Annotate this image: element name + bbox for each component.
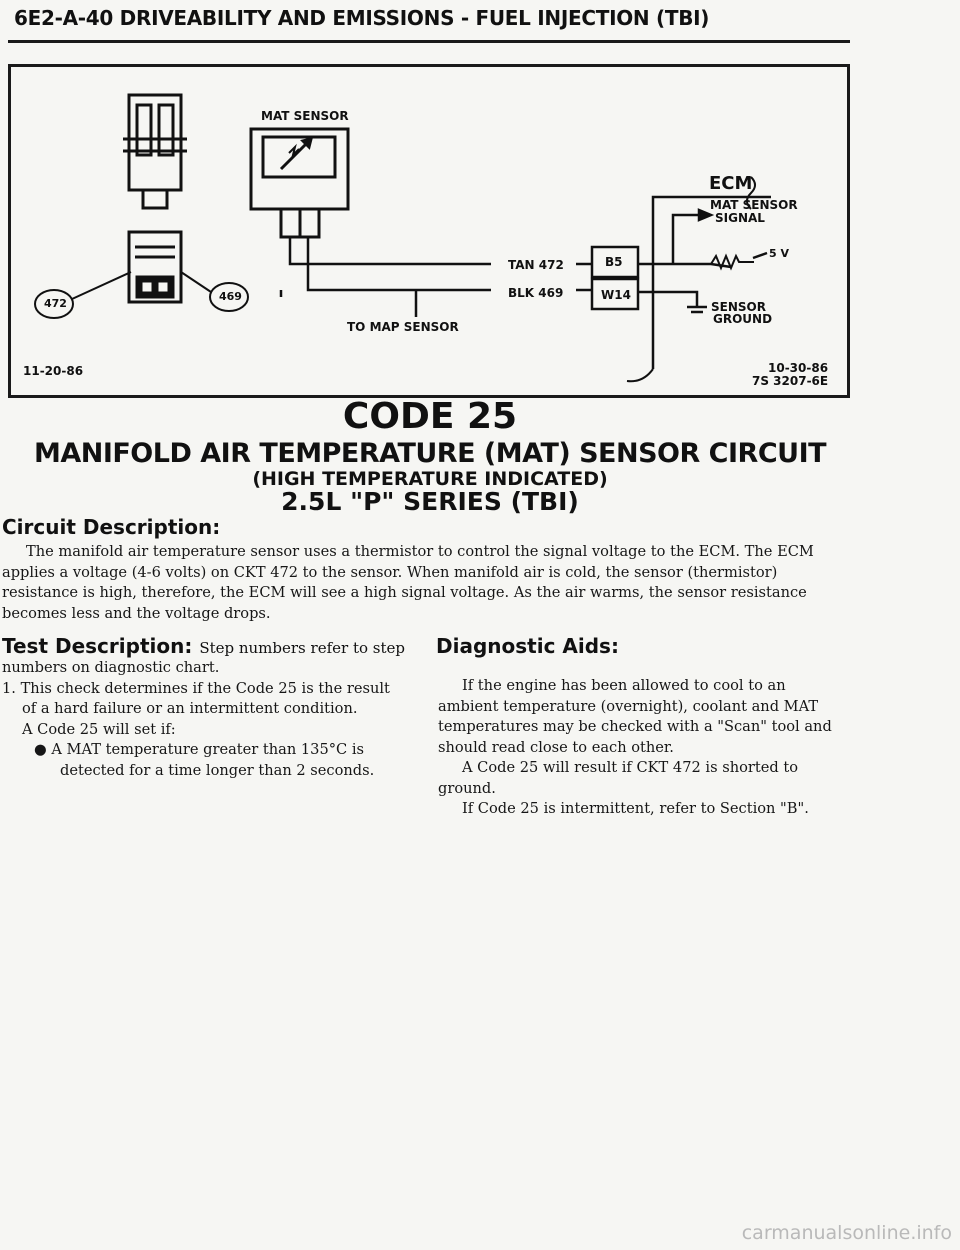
diagnostic-aids-body [438, 676, 850, 820]
test-step-1-text: This check determines if the Code 25 is the result of a hard failure or an intermittent condition. [20, 679, 390, 717]
date-left: 11-20-86 [23, 364, 84, 378]
ecm-label: ECM [709, 173, 753, 194]
wiring-diagram [8, 64, 850, 398]
diagnostic-aids-para-3: If Code 25 is intermittent, refer to Section "B". [462, 800, 809, 817]
pin-w14-label: W14 [601, 288, 631, 302]
circuit-472-callout: 472 [44, 297, 67, 310]
condition-subtitle: (HIGH TEMPERATURE INDICATED) [252, 468, 608, 490]
wiring-diagram-svg [11, 67, 847, 395]
tan-472-wire-label: TAN 472 [508, 258, 564, 272]
diagnostic-aids-para-1: If the engine has been allowed to cool to an ambient temperature (overnight), coolant and MAT temperatures may be checked with a "Scan" tool and should read close to each other. [438, 677, 832, 756]
sensor-ground-label-line2: GROUND [713, 312, 773, 326]
circuit-469-callout: 469 [219, 290, 242, 303]
mat-sensor-signal-label-line2: SIGNAL [715, 211, 765, 225]
sensor-ground-label-line1: SENSOR [711, 300, 766, 314]
circuit-title: MANIFOLD AIR TEMPERATURE (MAT) SENSOR CIRCUIT [33, 438, 827, 469]
circuit-description-text: The manifold air temperature sensor uses a thermistor to control the signal voltage to the ECM. The ECM applies a voltage (4-6 volts) on CKT 472 to the sensor. When manifold air is cold, the sensor (thermistor) resistance is high, therefore, the ECM will see a high signal voltage. As the air warms, the sensor resistance becomes less and the voltage drops. [2, 543, 814, 622]
site-watermark: carmanualsonline.info [741, 1222, 952, 1244]
test-step-1-bullet [2, 740, 402, 781]
mat-sensor-signal-label-line1: MAT SENSOR [710, 198, 798, 212]
series-subtitle: 2.5L "P" SERIES (TBI) [281, 487, 579, 516]
date-right: 10-30-86 [768, 361, 829, 375]
test-step-1-number: 1. [2, 679, 16, 697]
test-description-heading [2, 634, 405, 658]
pin-b5-label: B5 [605, 255, 623, 269]
to-map-sensor-label: TO MAP SENSOR [347, 320, 459, 334]
reference-code: 7S 3207-6E [752, 374, 829, 388]
code-title: CODE 25 [342, 396, 518, 437]
circuit-description-heading: Circuit Description: [2, 515, 221, 539]
page-header-title: 6E2-A-40 DRIVEABILITY AND EMISSIONS - FUEL INJECTION (TBI) [14, 6, 710, 30]
mat-sensor-label: MAT SENSOR [261, 109, 349, 123]
test-description-intro-cont: numbers on diagnostic chart. [2, 659, 220, 676]
blk-469-wire-label: BLK 469 [508, 286, 564, 300]
circuit-wires [281, 237, 653, 317]
mat-sensor-connector-drawing [123, 95, 187, 302]
circuit-description-body [2, 542, 840, 624]
test-step-1 [2, 679, 402, 720]
diagnostic-aids-para-2: A Code 25 will result if CKT 472 is shorted to ground. [438, 759, 798, 797]
test-description-body [2, 658, 402, 781]
test-description-intro: Step numbers refer to step [199, 639, 405, 657]
mat-sensor-drawing [251, 129, 348, 237]
test-step-1-set-condition: A Code 25 will set if: [22, 720, 176, 738]
test-step-1-bullet-text: A MAT temperature greater than 135°C is detected for a time longer than 2 seconds. [51, 741, 375, 779]
header-rule [8, 40, 850, 43]
five-volt-label: 5 V [769, 247, 789, 260]
test-description-heading-text: Test Description: [2, 634, 193, 658]
bullet-icon: ● [34, 741, 47, 758]
diagnostic-aids-heading: Diagnostic Aids: [436, 634, 619, 658]
